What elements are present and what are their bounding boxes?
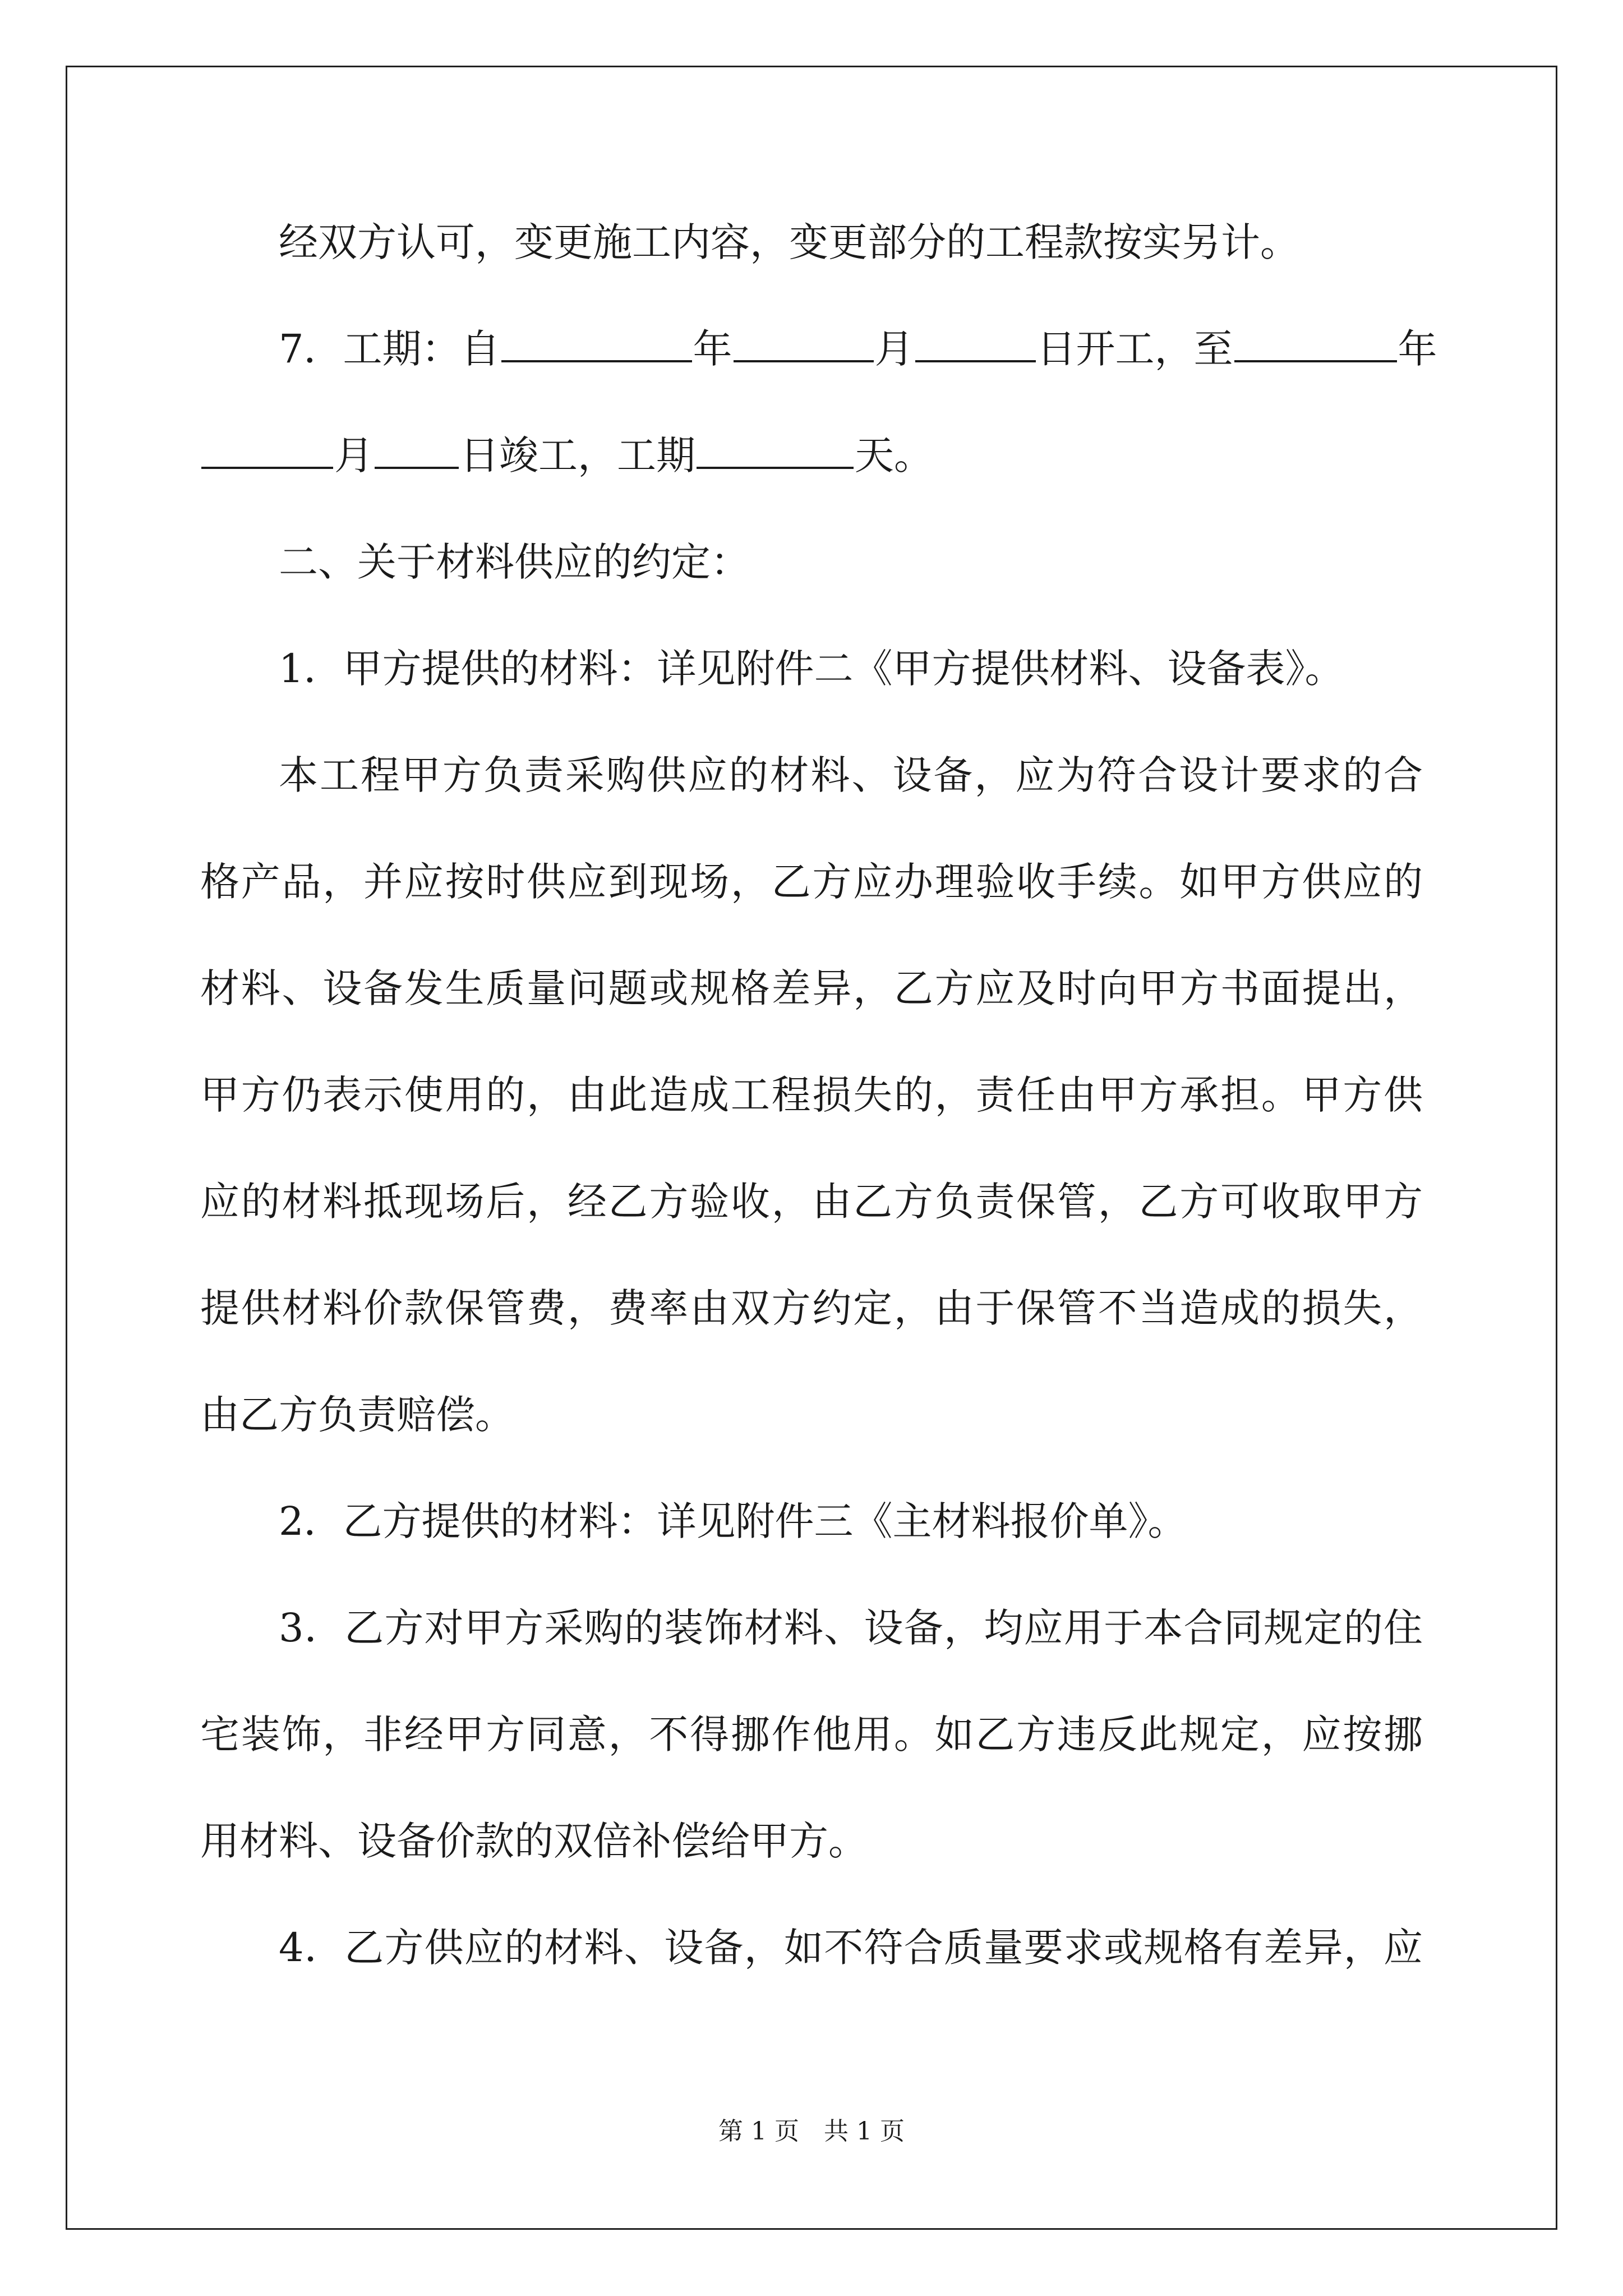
month-label-2: 月 <box>334 432 374 478</box>
month-label: 月 <box>874 326 914 372</box>
year-label-2: 年 <box>1398 326 1437 372</box>
day-start-label: 日开工，至 <box>1036 326 1233 372</box>
section-heading: 二、关于材料供应的约定： <box>279 539 750 585</box>
end-day-blank[interactable] <box>375 429 459 469</box>
end-month-blank[interactable] <box>201 429 333 469</box>
paragraph-line: 材料、设备发生质量问题或规格差异，乙方应及时向甲方书面提出， <box>200 965 1423 1011</box>
paragraph-line: 应的材料抵现场后，经乙方验收，由乙方负责保管，乙方可收取甲方 <box>200 1179 1423 1225</box>
paragraph-line: 2．乙方提供的材料：详见附件三《主材料报价单》。 <box>279 1498 1187 1544</box>
paragraph-line: 用材料、设备价款的双倍补偿给甲方。 <box>200 1818 868 1864</box>
start-year-blank[interactable] <box>501 322 692 362</box>
paragraph-line: 4．乙方供应的材料、设备，如不符合质量要求或规格有差异，应 <box>279 1925 1423 1971</box>
duration-blank[interactable] <box>697 429 854 469</box>
paragraph-line: 格产品，并应按时供应到现场，乙方应办理验收手续。如甲方供应的 <box>200 859 1423 905</box>
paragraph-line: 经双方认可，变更施工内容，变更部分的工程款按实另计。 <box>279 219 1299 265</box>
days-label: 天。 <box>855 432 933 478</box>
day-end-label: 日竣工，工期 <box>460 432 695 478</box>
paragraph-line: 宅装饰，非经甲方同意，不得挪作他用。如乙方违反此规定，应按挪 <box>200 1711 1423 1757</box>
schedule-line <box>200 315 1437 383</box>
paragraph-line: 甲方仍表示使用的，由此造成工程损失的，责任由甲方承担。甲方供 <box>200 1072 1423 1118</box>
schedule-prefix: 7．工期：自 <box>279 326 500 372</box>
paragraph-line: 1．甲方提供的材料：详见附件二《甲方提供材料、设备表》。 <box>279 646 1344 692</box>
start-month-blank[interactable] <box>734 322 874 362</box>
paragraph-line: 3．乙方对甲方采购的装饰材料、设备，均应用于本合同规定的住 <box>279 1605 1423 1651</box>
page-border <box>66 66 1557 2230</box>
year-label: 年 <box>693 326 732 372</box>
start-day-blank[interactable] <box>915 322 1036 362</box>
page-number-footer: 第 1 页 共 1 页 <box>718 2117 905 2146</box>
schedule-line <box>200 422 1423 489</box>
end-year-blank[interactable] <box>1234 322 1397 362</box>
paragraph-line: 本工程甲方负责采购供应的材料、设备，应为符合设计要求的合 <box>279 752 1423 798</box>
paragraph-line: 由乙方负责赔偿。 <box>200 1392 514 1438</box>
paragraph-line: 提供材料价款保管费，费率由双方约定，由于保管不当造成的损失， <box>200 1285 1423 1331</box>
